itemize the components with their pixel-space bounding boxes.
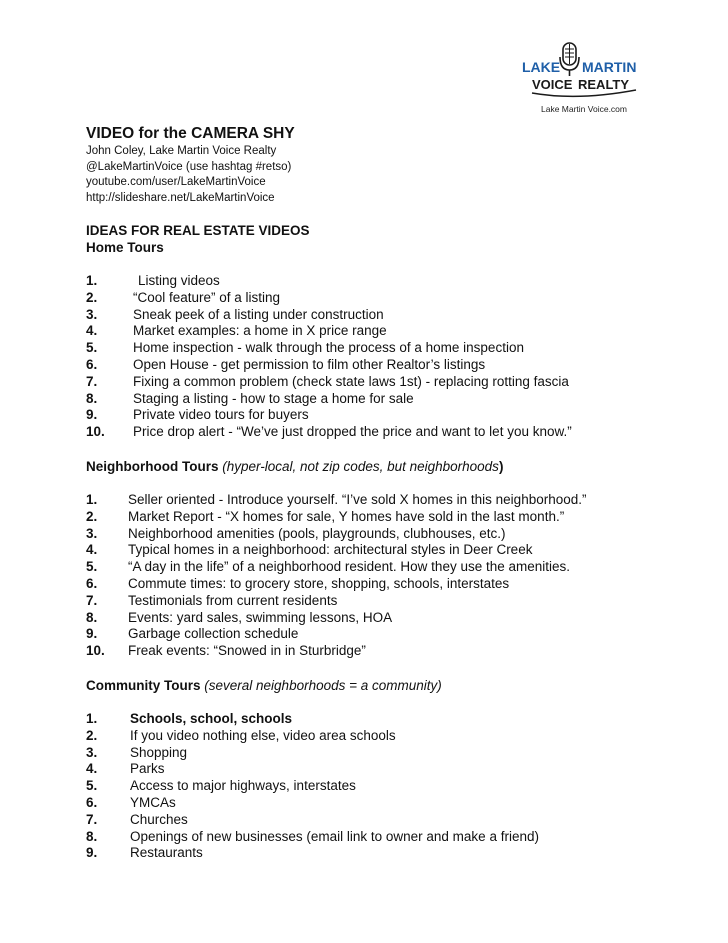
list-item — [86, 576, 686, 593]
community-tours-heading — [86, 677, 686, 694]
list-item — [86, 542, 686, 559]
microphone-icon — [560, 43, 579, 76]
list-item-number: 5. — [86, 778, 98, 794]
neighborhood-tours-note-close: ) — [498, 458, 504, 474]
list-item-text: Openings of new businesses (email link to owner and make a friend) — [130, 828, 539, 844]
list-item — [86, 829, 686, 846]
list-item — [86, 290, 686, 307]
neighborhood-tours-note: (hyper-local, not zip codes, but neighborhoods — [222, 458, 499, 474]
list-item-number: 8. — [86, 609, 98, 625]
logo-word-realty: REALTY — [578, 77, 630, 92]
list-item-text: If you video nothing else, video area schools — [130, 727, 396, 743]
list-item-text: Sneak peek of a listing under construction — [133, 306, 384, 322]
list-item-number: 9. — [86, 845, 98, 861]
list-item-number: 2. — [86, 289, 98, 305]
list-item-number: 5. — [86, 340, 98, 356]
list-item-number: 3. — [86, 306, 98, 322]
list-item-number: 6. — [86, 575, 98, 591]
page-title: VIDEO for the CAMERA SHY — [86, 125, 295, 142]
list-item-text: Shopping — [130, 744, 188, 760]
list-item-text: Seller oriented - Introduce yourself. “I’ve sold X homes in this neighborhood.” — [128, 491, 587, 507]
list-item — [86, 526, 686, 543]
list-item — [86, 711, 686, 728]
list-item-number: 6. — [86, 356, 98, 372]
list-item — [86, 593, 686, 610]
contact-youtube: youtube.com/user/LakeMartinVoice — [86, 176, 266, 188]
list-item-text: Open House - get permission to film other Realtor’s listings — [133, 356, 486, 372]
list-item-text: Access to major highways, interstates — [130, 778, 356, 794]
list-item — [86, 424, 686, 441]
home-tours-title: Home Tours — [86, 240, 164, 255]
list-item-text: Parks — [130, 761, 165, 777]
logo-word-voice: VOICE — [532, 77, 573, 92]
contact-author: John Coley, Lake Martin Voice Realty — [86, 145, 277, 157]
list-item-number: 4. — [86, 761, 98, 777]
list-item-number: 9. — [86, 626, 98, 642]
list-item — [86, 745, 686, 762]
list-item-text: Commute times: to grocery store, shopping, schools, interstates — [128, 575, 510, 591]
list-item — [86, 340, 686, 357]
list-item — [86, 559, 686, 576]
list-item-text: Schools, school, schools — [130, 710, 293, 726]
home-tours-heading — [86, 239, 686, 256]
list-item-number: 5. — [86, 559, 98, 575]
list-item — [86, 391, 686, 408]
list-item-number: 10. — [86, 424, 105, 440]
list-item — [86, 374, 686, 391]
list-item-text: Fixing a common problem (check state laws 1st) - replacing rotting fascia — [133, 373, 569, 389]
ideas-heading: IDEAS FOR REAL ESTATE VIDEOS — [86, 223, 310, 238]
community-tours-list — [86, 711, 686, 862]
list-item-number: 1. — [86, 491, 98, 507]
list-item-number: 4. — [86, 542, 98, 558]
list-item-number: 1. — [86, 710, 98, 726]
contact-block — [86, 144, 686, 206]
list-item-text: Testimonials from current residents — [128, 592, 338, 608]
list-item-number: 10. — [86, 643, 105, 659]
list-item-number: 2. — [86, 727, 98, 743]
document-body — [86, 124, 686, 862]
list-item-text: Freak events: “Snowed in in Sturbridge” — [128, 643, 366, 659]
list-item-text: Listing videos — [138, 273, 220, 288]
list-item — [86, 307, 686, 324]
list-item-number: 8. — [86, 390, 98, 406]
list-item-number: 4. — [86, 323, 98, 339]
home-tours-list — [86, 273, 686, 441]
list-item — [86, 643, 686, 660]
list-item — [86, 610, 686, 627]
list-item-text: Neighborhood amenities (pools, playgrounds, clubhouses, etc.) — [128, 525, 506, 541]
list-item — [86, 492, 686, 509]
neighborhood-tours-list — [86, 492, 686, 660]
list-item — [86, 728, 686, 745]
list-item-number: 3. — [86, 525, 98, 541]
list-item — [86, 407, 686, 424]
list-item — [86, 357, 686, 374]
contact-slideshare: http://slideshare.net/LakeMartinVoice — [86, 191, 275, 204]
list-item — [86, 761, 686, 778]
list-item — [86, 323, 686, 340]
list-item-text: “Cool feature” of a listing — [133, 289, 281, 305]
list-item-number: 6. — [86, 794, 98, 810]
list-item-number: 1. — [86, 273, 98, 288]
list-item-number: 2. — [86, 508, 98, 524]
list-item-number: 7. — [86, 811, 98, 827]
list-item — [86, 509, 686, 526]
list-item-number: 8. — [86, 828, 98, 844]
list-item-number: 3. — [86, 744, 98, 760]
list-item-text: Price drop alert - “We’ve just dropped the price and want to let you know.” — [133, 424, 572, 440]
list-item-text: Market Report - “X homes for sale, Y homes have sold in the last month.” — [128, 508, 565, 524]
list-item-text: “A day in the life” of a neighborhood resident. How they use the amenities. — [128, 559, 571, 575]
logo-tagline: Lake Martin Voice.com — [541, 104, 627, 114]
logo-word-lake: LAKE — [522, 59, 561, 75]
community-tours-note: (several neighborhoods = a community) — [204, 677, 442, 693]
list-item-text: Churches — [130, 811, 188, 827]
list-item-text: Garbage collection schedule — [128, 626, 299, 642]
list-item-text: YMCAs — [130, 794, 176, 810]
community-tours-title: Community Tours — [86, 677, 201, 693]
list-item-text: Typical homes in a neighborhood: architectural styles in Deer Creek — [128, 542, 533, 558]
list-item-text: Home inspection - walk through the process of a home inspection — [133, 340, 524, 356]
list-item-text: Market examples: a home in X price range — [133, 323, 387, 339]
contact-twitter: @LakeMartinVoice (use hashtag #retso) — [86, 160, 292, 173]
list-item-text: Events: yard sales, swimming lessons, HOA — [128, 609, 393, 625]
list-item-number: 7. — [86, 592, 98, 608]
list-item-number: 9. — [86, 407, 98, 423]
list-item — [86, 778, 686, 795]
list-item-number: 7. — [86, 373, 98, 389]
list-item-text: Private video tours for buyers — [133, 407, 309, 423]
list-item-text: Staging a listing - how to stage a home for sale — [133, 390, 414, 406]
list-item — [86, 273, 686, 290]
list-item-text: Restaurants — [130, 845, 203, 861]
neighborhood-tours-title: Neighborhood Tours — [86, 458, 219, 474]
list-item — [86, 812, 686, 829]
list-item — [86, 626, 686, 643]
list-item — [86, 795, 686, 812]
list-item — [86, 845, 686, 862]
logo-word-martin: MARTIN — [582, 59, 637, 75]
neighborhood-tours-heading — [86, 458, 686, 475]
